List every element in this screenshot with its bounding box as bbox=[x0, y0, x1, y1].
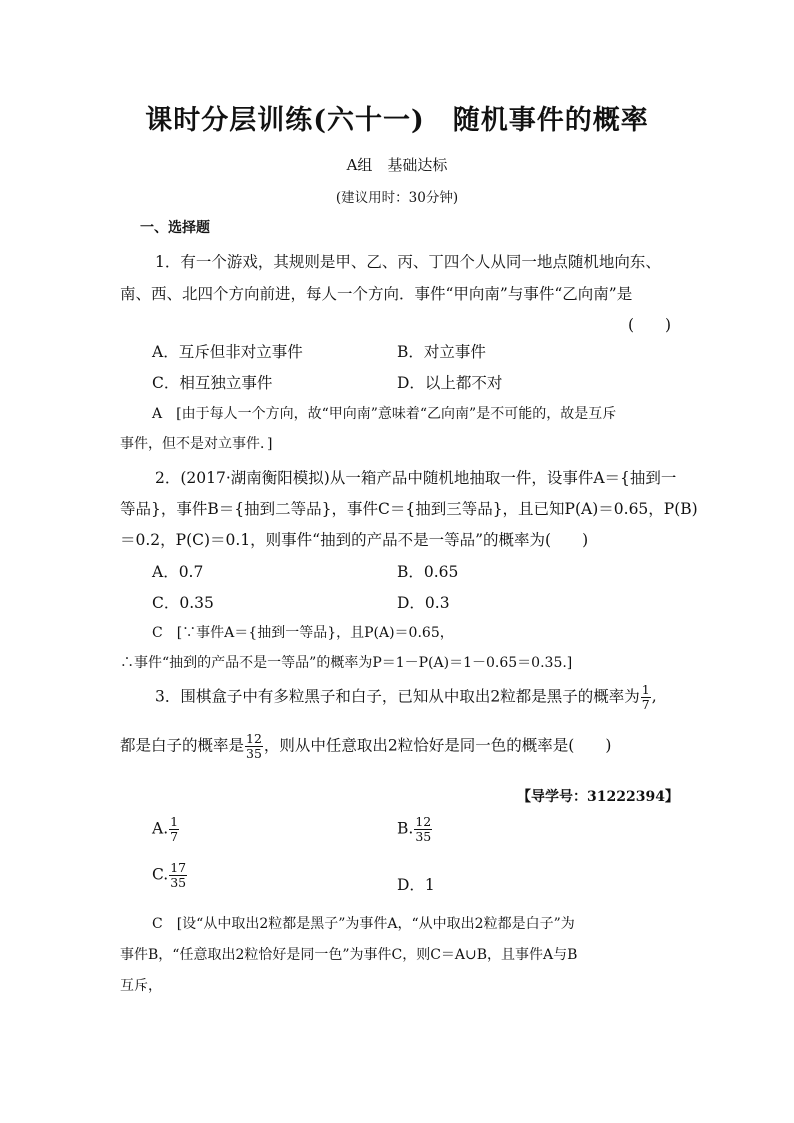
q3-option-d: D．1 bbox=[397, 876, 435, 894]
fraction-numerator: 1 bbox=[641, 682, 650, 697]
q1-text-line2: 南、西、北四个方向前进，每人一个方向．事件“甲向南”与事件“乙向南”是 bbox=[120, 285, 633, 303]
q1-option-d: D．以上都不对 bbox=[397, 374, 503, 392]
suggested-time: (建议用时：30分钟) bbox=[335, 190, 459, 206]
q1-option-c: C．相互独立事件 bbox=[152, 374, 273, 392]
q2-option-a: A．0.7 bbox=[152, 563, 204, 581]
option-c-fraction bbox=[169, 861, 187, 890]
q1-answer-paren: ( ) bbox=[628, 316, 672, 334]
option-label: C. bbox=[152, 865, 169, 884]
fraction-numerator: 1 bbox=[170, 814, 179, 829]
option-label: A. bbox=[152, 819, 169, 838]
q2-text-line1: 2．(2017·湖南衡阳模拟)从一箱产品中随机地抽取一件，设事件A＝{抽到一 bbox=[155, 469, 677, 487]
q2-text-line3: ＝0.2，P(C)＝0.1，则事件“抽到的产品不是一等品”的概率为( ) bbox=[120, 531, 589, 549]
q2-option-c: C．0.35 bbox=[152, 594, 214, 612]
q1-solution-line2: 事件，但不是对立事件．] bbox=[120, 436, 273, 452]
q3-option-c bbox=[152, 861, 188, 890]
option-b-fraction bbox=[414, 815, 432, 844]
fraction-denominator: 35 bbox=[415, 828, 432, 844]
q3-solution-line2: 事件B，“任意取出2粒恰好是同一色”为事件C，则C＝A∪B，且事件A与B bbox=[120, 947, 578, 963]
q2-option-b: B．0.65 bbox=[397, 563, 459, 581]
q3-option-b bbox=[397, 815, 433, 844]
q1-text-line1: 1．有一个游戏，其规则是甲、乙、丙、丁四个人从同一地点随机地向东、 bbox=[155, 253, 661, 271]
q1-option-a: A．互斥但非对立事件 bbox=[152, 343, 303, 361]
group-label: A组 基础达标 bbox=[346, 156, 448, 174]
q3-text-line2-start: 都是白子的概率是 bbox=[120, 736, 245, 755]
fraction-denominator: 7 bbox=[641, 696, 650, 712]
q3-solution-line3: 互斥， bbox=[120, 978, 162, 994]
option-label: B. bbox=[397, 819, 414, 838]
comma: , bbox=[651, 687, 657, 706]
fraction-denominator: 35 bbox=[170, 874, 187, 890]
fraction-numerator: 17 bbox=[170, 860, 187, 875]
page-title: 课时分层训练(六十一) 随机事件的概率 bbox=[145, 105, 649, 136]
fraction-black-prob bbox=[641, 683, 651, 712]
q1-option-b: B．对立事件 bbox=[397, 343, 486, 361]
fraction-numerator: 12 bbox=[415, 814, 432, 829]
q2-solution-line2: ∴事件“抽到的产品不是一等品”的概率为P＝1－P(A)＝1－0.65＝0.35.] bbox=[120, 655, 573, 671]
q3-text-line2 bbox=[120, 732, 611, 761]
guide-number: 【导学号：31222394】 bbox=[517, 789, 679, 805]
q1-solution-line1: A [由于每人一个方向，故“甲向南”意味着“乙向南”是不可能的，故是互斥 bbox=[152, 406, 617, 422]
option-a-fraction bbox=[169, 815, 179, 844]
q3-text-line1 bbox=[155, 683, 657, 712]
fraction-denominator: 7 bbox=[170, 828, 179, 844]
section-heading: 一、选择题 bbox=[140, 220, 210, 236]
q2-solution-line1: C [∵事件A＝{抽到一等品}，且P(A)＝0.65， bbox=[152, 625, 454, 641]
fraction-numerator: 12 bbox=[246, 731, 262, 746]
q3-solution-line1: C [设“从中取出2粒都是黑子”为事件A，“从中取出2粒都是白子”为 bbox=[152, 916, 575, 932]
q2-option-d: D．0.3 bbox=[397, 594, 450, 612]
fraction-denominator: 35 bbox=[246, 745, 262, 761]
q3-text-line1-label: 3．围棋盒子中有多粒黑子和白子，已知从中取出2粒都是黑子的概率为 bbox=[155, 687, 640, 706]
q2-text-line2: 等品}，事件B＝{抽到二等品}，事件C＝{抽到三等品}，且已知P(A)＝0.65，P(B) bbox=[120, 500, 698, 518]
q3-text-line2-end: ，则从中任意取出2粒恰好是同一色的概率是( ) bbox=[263, 736, 612, 755]
q3-option-a bbox=[152, 815, 180, 844]
fraction-white-prob bbox=[245, 732, 263, 761]
